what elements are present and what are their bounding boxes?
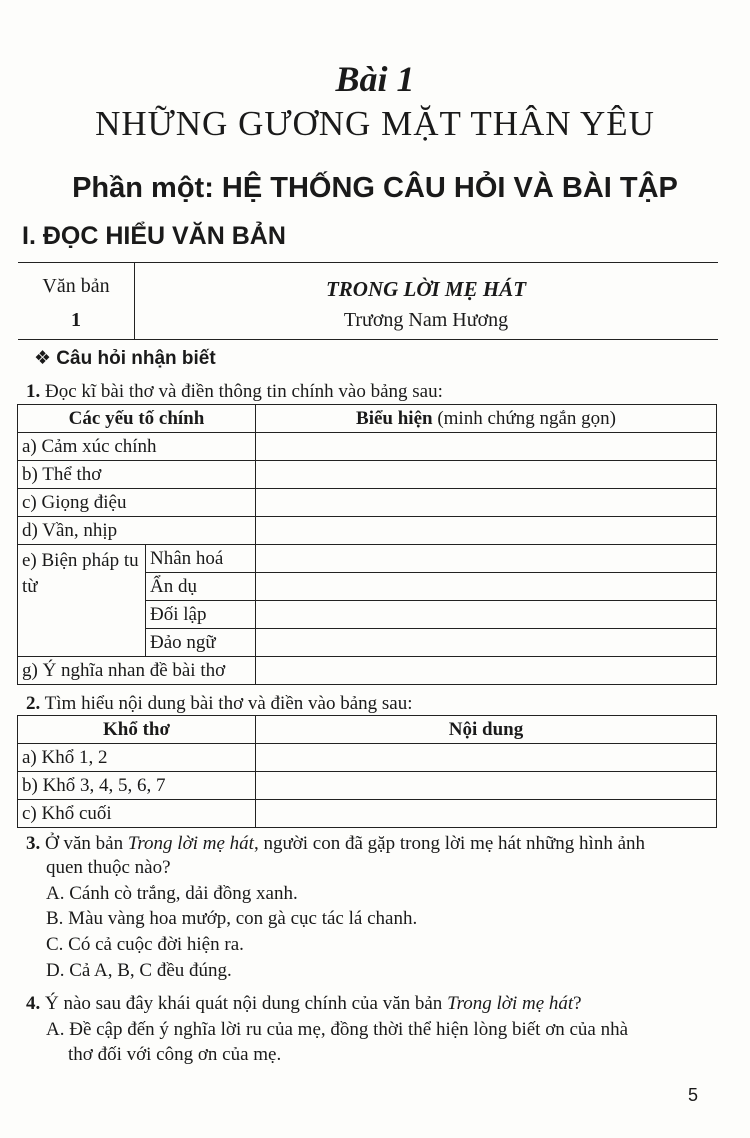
lesson-title: NHỮNG GƯƠNG MẶT THÂN YÊU xyxy=(95,104,655,143)
question-text-continued: quen thuộc nào? xyxy=(46,857,171,878)
header-note: (minh chứng ngắn gọn) xyxy=(437,407,616,429)
row-label: g) Ý nghĩa nhan đề bài thơ xyxy=(18,657,256,685)
question-number: 4. xyxy=(26,993,41,1014)
table-row xyxy=(18,433,717,461)
header-cell: Các yếu tố chính xyxy=(18,405,256,433)
stanza-content-table xyxy=(17,715,717,828)
answer-cell[interactable] xyxy=(256,545,717,573)
row-label: c) Khổ cuối xyxy=(18,800,256,828)
row-label: c) Giọng điệu xyxy=(18,489,256,517)
row-label: d) Vần, nhịp xyxy=(18,517,256,545)
sub-label: Đảo ngữ xyxy=(146,629,256,657)
text-label: Văn bản xyxy=(42,275,110,297)
answer-cell[interactable] xyxy=(256,657,717,685)
page-number: 5 xyxy=(688,1085,699,1105)
answer-cell[interactable] xyxy=(256,573,717,601)
question-2 xyxy=(26,692,412,716)
table-row xyxy=(18,489,717,517)
answer-cell[interactable] xyxy=(256,517,717,545)
option-a[interactable]: A. Cánh cò trắng, dải đồng xanh. xyxy=(46,883,298,904)
section-heading: I. ĐỌC HIỂU VĂN BẢN xyxy=(22,222,286,250)
row-label: a) Khổ 1, 2 xyxy=(18,744,256,772)
lesson-label: Bài 1 xyxy=(335,59,415,99)
row-label: b) Khổ 3, 4, 5, 6, 7 xyxy=(18,772,256,800)
table-row xyxy=(18,800,717,828)
question-number: 1. xyxy=(26,381,41,402)
table-row xyxy=(18,517,717,545)
work-title: TRONG LỜI MẸ HÁT xyxy=(325,277,527,301)
answer-cell[interactable] xyxy=(256,601,717,629)
answer-cell[interactable] xyxy=(256,433,717,461)
header-cell: Nội dung xyxy=(256,716,717,744)
question-text: ? xyxy=(573,993,582,1014)
table-row xyxy=(18,772,717,800)
row-label: a) Cảm xúc chính xyxy=(18,433,256,461)
question-text: Tìm hiểu nội dung bài thơ và điền vào bảng sau: xyxy=(44,693,413,714)
key-elements-table xyxy=(17,404,717,685)
answer-cell[interactable] xyxy=(256,744,717,772)
question-4 xyxy=(26,992,582,1016)
header-cell xyxy=(256,405,717,433)
sub-label: Ẩn dụ xyxy=(146,573,256,601)
option-a[interactable]: A. Đề cập đến ý nghĩa lời ru của mẹ, đồng thời thể hiện lòng biết ơn của nhà xyxy=(46,1019,629,1040)
sub-label: Đối lập xyxy=(146,601,256,629)
table-row xyxy=(18,657,717,685)
part-title: Phần một: HỆ THỐNG CÂU HỎI VÀ BÀI TẬP xyxy=(72,172,678,204)
question-text: , người con đã gặp trong lời mẹ hát những hình ảnh xyxy=(253,833,646,854)
question-3 xyxy=(26,832,645,856)
option-d[interactable]: D. Cả A, B, C đều đúng. xyxy=(46,960,232,981)
table-header-row xyxy=(18,405,717,433)
table-header-row xyxy=(18,716,717,744)
answer-cell[interactable] xyxy=(256,461,717,489)
answer-cell[interactable] xyxy=(256,629,717,657)
answer-cell[interactable] xyxy=(256,489,717,517)
option-b[interactable]: B. Màu vàng hoa mướp, con gà cục tác lá chanh. xyxy=(46,908,418,929)
text-number: 1 xyxy=(71,309,81,331)
answer-cell[interactable] xyxy=(256,772,717,800)
text-info-box xyxy=(18,262,718,340)
table-row xyxy=(18,461,717,489)
header-cell: Khổ thơ xyxy=(18,716,256,744)
row-label: b) Thể thơ xyxy=(18,461,256,489)
question-text: Ở văn bản xyxy=(45,833,124,854)
work-reference: Trong lời mẹ hát xyxy=(127,833,254,854)
question-number: 3. xyxy=(26,833,41,854)
question-text: Ý nào sau đây khái quát nội dung chính của văn bản xyxy=(45,993,443,1014)
sub-label: Nhân hoá xyxy=(146,545,256,573)
question-group-heading: ❖ Câu hỏi nhận biết xyxy=(34,348,216,369)
question-number: 2. xyxy=(26,693,41,714)
table-row xyxy=(18,545,717,573)
question-1 xyxy=(26,380,443,404)
work-author: Trương Nam Hương xyxy=(343,309,509,331)
table-row xyxy=(18,744,717,772)
option-c[interactable]: C. Có cả cuộc đời hiện ra. xyxy=(46,934,244,955)
question-text: Đọc kĩ bài thơ và điền thông tin chính vào bảng sau: xyxy=(45,381,443,402)
option-a-continued: thơ đối với công ơn của mẹ. xyxy=(68,1044,282,1065)
answer-cell[interactable] xyxy=(256,800,717,828)
work-reference: Trong lời mẹ hát xyxy=(447,993,574,1014)
header-bold: Biểu hiện xyxy=(356,407,433,429)
row-label: e) Biện pháp tu từ xyxy=(18,545,146,657)
